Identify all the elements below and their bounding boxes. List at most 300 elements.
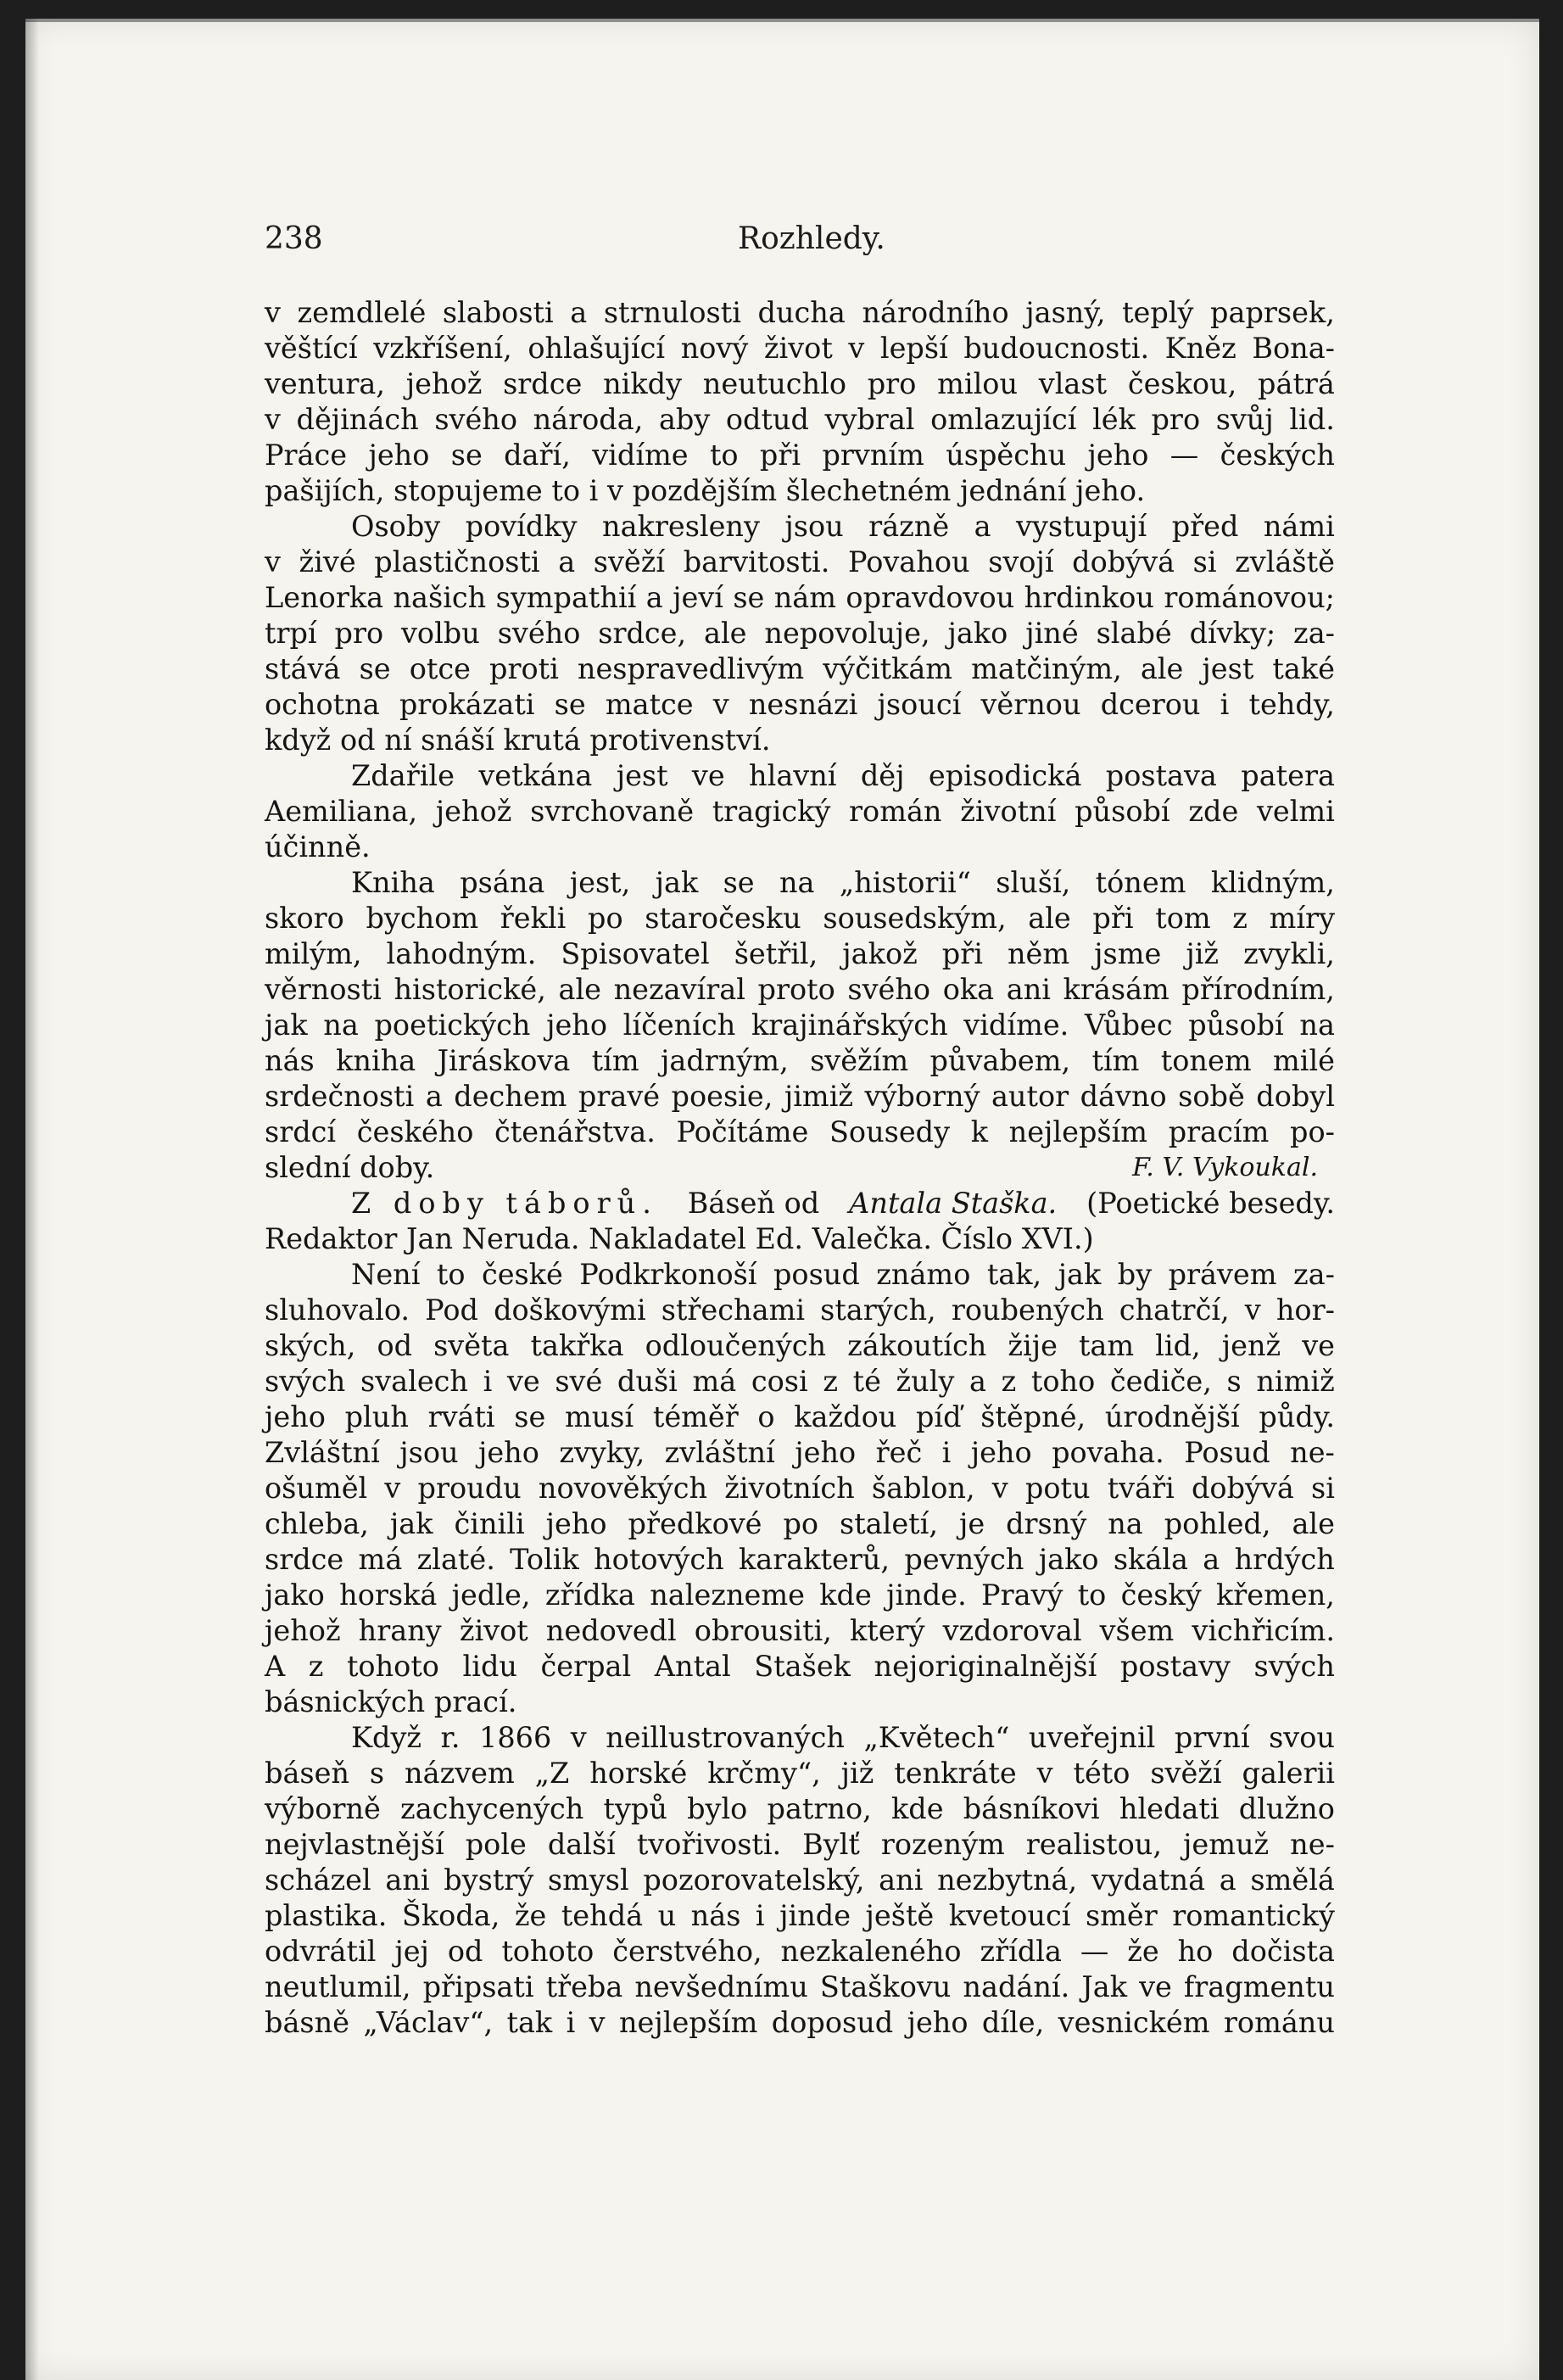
text-line xyxy=(265,580,1335,616)
word: „Václav“, xyxy=(363,2006,494,2039)
word: ale xyxy=(1028,902,1071,935)
word: neillustrovaných xyxy=(606,1721,845,1754)
word: věštící xyxy=(265,332,358,365)
word: Jak xyxy=(1081,1970,1128,2003)
word: staletí, xyxy=(840,1507,938,1540)
word: vidíme. xyxy=(963,1008,1069,1042)
text-line xyxy=(265,1293,1335,1328)
word: tohoto xyxy=(501,1935,594,1968)
text-line xyxy=(265,1328,1335,1364)
word: ve xyxy=(1139,1970,1172,2003)
word: hor- xyxy=(1276,1293,1335,1327)
running-head: Rozhledy. xyxy=(738,221,885,256)
text-line: básnických prací. xyxy=(265,1685,517,1718)
word: námi xyxy=(1263,510,1335,543)
word: šetřil, xyxy=(734,937,818,970)
word: Tolik xyxy=(510,1543,579,1576)
word: nás xyxy=(265,1044,315,1077)
word: 1866 xyxy=(479,1721,552,1754)
word: jak xyxy=(655,866,699,899)
word: jsou xyxy=(784,510,844,543)
word: dobyl xyxy=(1256,1080,1335,1113)
word: řekli xyxy=(500,902,567,935)
text-line xyxy=(265,1542,1335,1578)
word: trpí xyxy=(265,617,317,650)
word: výborný xyxy=(864,1080,980,1113)
word: postava xyxy=(1105,759,1217,792)
word: svojí xyxy=(988,545,1054,578)
word: Lenorka xyxy=(265,581,384,614)
word: zvyky, xyxy=(559,1436,645,1469)
word: i xyxy=(941,1436,952,1469)
word: to xyxy=(1077,1578,1107,1612)
word: Není xyxy=(351,1258,421,1291)
word: tohoto xyxy=(346,1650,439,1683)
page-top-edge xyxy=(25,19,1539,22)
word: zřídka xyxy=(544,1578,635,1612)
word: proudu xyxy=(417,1472,522,1505)
text-line xyxy=(265,509,1335,545)
word: zřídla xyxy=(980,1935,1062,1968)
word: výborně xyxy=(265,1792,381,1825)
word: dávno xyxy=(1080,1080,1167,1113)
text-line: Redaktor Jan Neruda. Nakladatel Ed. Valečka. Číslo XVI.) xyxy=(265,1222,1094,1255)
word: scházel xyxy=(265,1863,371,1897)
word: srdce xyxy=(503,367,583,400)
word: typů xyxy=(603,1792,667,1825)
word: životní xyxy=(960,795,1057,828)
word: matce xyxy=(605,688,694,721)
text-line xyxy=(265,1506,1335,1542)
word: ošuměl xyxy=(265,1472,368,1505)
word: štěpné, xyxy=(980,1400,1086,1433)
text-line xyxy=(265,687,1335,723)
word: i xyxy=(483,1365,493,1398)
word: v xyxy=(589,2006,606,2039)
word: lid. xyxy=(1289,403,1335,436)
word: román xyxy=(849,795,942,828)
word: odvrátil xyxy=(265,1935,377,1968)
word: jiné xyxy=(1025,617,1079,650)
word: otce xyxy=(409,652,471,685)
word: romantický xyxy=(1172,1899,1335,1932)
text-line xyxy=(265,1863,1335,1898)
word: srdečnosti xyxy=(265,1080,415,1113)
word: ale xyxy=(1292,1507,1335,1540)
word: život xyxy=(459,1614,528,1647)
word: „Z xyxy=(534,1757,570,1790)
word: neutuchlo xyxy=(702,367,846,400)
word: Osoby xyxy=(351,510,441,543)
word: svůj xyxy=(1215,403,1274,436)
word: „Květech“ xyxy=(863,1721,1010,1754)
word: patera xyxy=(1241,759,1335,792)
word: první xyxy=(1174,1721,1250,1754)
word: na xyxy=(1108,1507,1143,1540)
word: se xyxy=(733,581,765,614)
word: při xyxy=(941,937,983,970)
word: vybral xyxy=(824,403,915,436)
word: Sousedy xyxy=(829,1115,951,1148)
word: nám xyxy=(773,581,837,614)
word: zvláštní xyxy=(664,1436,775,1469)
word: klidným, xyxy=(1210,866,1335,899)
word: na xyxy=(323,1008,359,1042)
text-line: když od ní snáší krutá protivenství. xyxy=(265,723,771,757)
word: tonem xyxy=(1160,1044,1252,1077)
review-title: Z doby táborů. xyxy=(351,1187,658,1220)
word: tvořivosti. xyxy=(636,1828,782,1861)
word: Zvláštní xyxy=(265,1436,380,1469)
word: děj xyxy=(860,759,905,792)
page-number: 238 xyxy=(265,221,323,256)
word: za- xyxy=(1292,1258,1335,1291)
word: v xyxy=(265,403,281,436)
word: jehož xyxy=(435,795,512,828)
word: Jiráskova xyxy=(437,1044,571,1077)
word: české xyxy=(481,1258,563,1291)
word: působí xyxy=(1188,1008,1284,1042)
word: smysl xyxy=(547,1863,629,1897)
word: ještě xyxy=(865,1899,935,1932)
word: jest xyxy=(616,759,668,792)
text-line xyxy=(265,1756,1335,1791)
word: autor xyxy=(991,1080,1069,1113)
word: jemuž xyxy=(1183,1828,1270,1861)
word: pro xyxy=(867,367,917,400)
text-line xyxy=(265,1827,1335,1863)
word: opravdovou xyxy=(846,581,1015,614)
word: i xyxy=(1220,688,1230,721)
word: — xyxy=(1080,1935,1109,1968)
text-line xyxy=(265,1969,1335,2005)
word: věrnou xyxy=(980,688,1081,721)
word: zachycených xyxy=(400,1792,584,1825)
word: karakterů, xyxy=(738,1543,890,1576)
text-line: pašijích, stopujeme to i v pozdějším šlechetném jednání jeho. xyxy=(265,474,1146,507)
word: jeho xyxy=(545,1507,607,1540)
word: zemdlelé xyxy=(297,296,427,329)
word: bylo xyxy=(687,1792,748,1825)
word: vesnickém xyxy=(1058,2006,1210,2039)
word: krajinářských xyxy=(751,1008,948,1042)
word: světa xyxy=(433,1329,510,1362)
word: svých xyxy=(1253,1650,1335,1683)
word: úspěchu xyxy=(946,439,1067,472)
word: a xyxy=(969,1365,987,1398)
word: svěží xyxy=(593,545,666,578)
word: chleba, xyxy=(265,1507,369,1540)
word: jej xyxy=(394,1935,429,1968)
word: novověkých xyxy=(538,1472,708,1505)
word: jeho xyxy=(368,439,430,472)
word: báseň xyxy=(265,1757,350,1790)
word: nový xyxy=(680,332,749,365)
text-line xyxy=(265,1043,1335,1079)
text-line xyxy=(265,1079,1335,1115)
word: v xyxy=(712,688,729,721)
word: barvitosti. xyxy=(683,545,830,578)
word: doškovými xyxy=(494,1293,646,1327)
text-line xyxy=(265,794,1335,830)
word: řeč xyxy=(875,1436,923,1469)
text-line: slední doby. xyxy=(265,1151,435,1184)
word: Škoda, xyxy=(401,1899,500,1932)
word: vetkána xyxy=(478,759,593,792)
word: to xyxy=(436,1258,466,1291)
word: jinde. xyxy=(886,1578,967,1612)
word: matčiným, xyxy=(971,652,1122,685)
word: si xyxy=(1311,1472,1335,1505)
word: neutlumil, xyxy=(265,1970,411,2003)
word: strnulosti xyxy=(603,296,741,329)
word: jeho xyxy=(265,1400,326,1433)
word: této xyxy=(1073,1757,1130,1790)
word: nejlepším xyxy=(1008,1115,1148,1148)
word: jest xyxy=(1202,652,1254,685)
text-line xyxy=(265,1613,1335,1649)
word: Když xyxy=(351,1721,422,1754)
word: na xyxy=(1299,1008,1335,1042)
text-line xyxy=(265,2005,1335,2041)
word: nezkaleného xyxy=(780,1935,962,1968)
word: tehdy, xyxy=(1248,688,1335,721)
word: českých xyxy=(1220,439,1335,472)
word: cosi xyxy=(751,1365,808,1398)
word: tím xyxy=(1091,1044,1140,1077)
word: již xyxy=(840,1757,874,1790)
word: by xyxy=(1117,1258,1153,1291)
word: po- xyxy=(1290,1115,1335,1148)
word: v xyxy=(848,332,865,365)
text-line xyxy=(265,295,1335,331)
word: ochotna xyxy=(265,688,380,721)
word: krásám xyxy=(1063,973,1169,1006)
word: rázně xyxy=(868,510,950,543)
word: jehož xyxy=(265,1614,341,1647)
word: čediče, xyxy=(1109,1365,1212,1398)
word: slabé xyxy=(1096,617,1172,650)
word: postavy xyxy=(1119,1650,1231,1683)
word: jeho xyxy=(1087,439,1149,472)
word: před xyxy=(1171,510,1239,543)
word: s xyxy=(369,1757,385,1790)
word: z xyxy=(823,1365,838,1398)
word: od xyxy=(377,1329,413,1362)
word: oka xyxy=(942,973,995,1006)
word: jako xyxy=(265,1578,325,1612)
word: vidíme xyxy=(592,439,689,472)
text-line xyxy=(265,1720,1335,1756)
word: národa, xyxy=(533,403,644,436)
word: názvem xyxy=(405,1757,515,1790)
word: jeví xyxy=(673,581,723,614)
word: prvním xyxy=(822,439,924,472)
word: pluh xyxy=(344,1400,409,1433)
text-line xyxy=(265,1471,1335,1506)
word: šablon, xyxy=(871,1472,975,1505)
word: u xyxy=(657,1899,677,1932)
word: nesnázi xyxy=(748,688,858,721)
word: kde xyxy=(819,1578,872,1612)
word: známo xyxy=(876,1258,971,1291)
word: teplý xyxy=(1122,296,1194,329)
word: přírodním, xyxy=(1181,973,1335,1006)
word: pole xyxy=(465,1828,527,1861)
word: toho xyxy=(1030,1365,1096,1398)
word: „historii“ xyxy=(839,866,971,899)
word: ani xyxy=(1006,973,1051,1006)
word: poesie, xyxy=(671,1080,773,1113)
word: nalezneme xyxy=(650,1578,805,1612)
word: velmi xyxy=(1256,795,1335,828)
word: ani xyxy=(385,1863,430,1897)
word: kde xyxy=(890,1792,944,1825)
text-line xyxy=(265,402,1335,438)
word: hotových xyxy=(594,1543,724,1576)
word: hrany xyxy=(358,1614,442,1647)
word: nadání. xyxy=(963,1970,1070,2003)
word: a xyxy=(1219,1863,1236,1897)
word: a xyxy=(645,581,663,614)
word: vichřicím. xyxy=(1192,1614,1335,1647)
text-line xyxy=(265,901,1335,936)
word: všem xyxy=(1099,1614,1175,1647)
word: se xyxy=(723,866,755,899)
word: krčmy“, xyxy=(707,1757,821,1790)
word: dechem xyxy=(454,1080,567,1113)
word: jsme xyxy=(1094,937,1162,970)
word: jenž xyxy=(1221,1329,1281,1362)
word: vzkříšení, xyxy=(373,332,512,365)
word: roubených xyxy=(951,1293,1104,1327)
word: takřka xyxy=(530,1329,624,1362)
word: pohled, xyxy=(1164,1507,1271,1540)
word: jehož xyxy=(405,367,483,400)
word: Posud xyxy=(1184,1436,1270,1469)
word: je xyxy=(958,1507,985,1540)
word: nás xyxy=(690,1899,741,1932)
word: dějinách xyxy=(296,403,419,436)
word: úrodnější xyxy=(1104,1400,1240,1433)
word: nezbytná, xyxy=(937,1863,1078,1897)
word: připsati xyxy=(422,1970,534,2003)
word: zde xyxy=(1188,795,1239,828)
word: při xyxy=(1092,902,1134,935)
word: z xyxy=(1232,902,1248,935)
word: a xyxy=(425,1080,443,1113)
word: Pod xyxy=(425,1293,478,1327)
word: poetických xyxy=(374,1008,531,1042)
word: tak, xyxy=(986,1258,1042,1291)
word: žuly xyxy=(896,1365,955,1398)
word: Staškovu xyxy=(819,1970,952,2003)
word: bystrý xyxy=(444,1863,534,1897)
word: ohlašující xyxy=(528,332,666,365)
word: nezavíral xyxy=(613,973,745,1006)
word: jako xyxy=(1038,1543,1099,1576)
word: Bona- xyxy=(1252,332,1335,365)
word: kniha xyxy=(336,1044,416,1077)
word: se xyxy=(554,688,586,721)
text-line-with-signature xyxy=(265,1150,1335,1186)
text-line xyxy=(265,1791,1335,1827)
word: prokázati xyxy=(399,688,535,721)
word: svrchovaně xyxy=(530,795,695,828)
word: daří, xyxy=(504,439,571,472)
word: píď xyxy=(915,1400,962,1433)
word: ne- xyxy=(1290,1828,1335,1861)
word: tehdá xyxy=(561,1899,644,1932)
text-line xyxy=(265,545,1335,580)
word: nejlepším xyxy=(618,2006,758,2039)
word: nakresleny xyxy=(602,510,760,543)
word: Povahou xyxy=(848,545,970,578)
text-line xyxy=(265,651,1335,687)
word: stává xyxy=(265,652,341,685)
word: ských, xyxy=(265,1329,356,1362)
word: nevšednímu xyxy=(634,1970,808,2003)
text-line xyxy=(265,1008,1335,1043)
word: střechami xyxy=(661,1293,806,1327)
word: lidu xyxy=(462,1650,517,1683)
word: jedle, xyxy=(451,1578,531,1612)
text-line xyxy=(265,865,1335,901)
word: rozeným xyxy=(880,1828,1005,1861)
word: nimiž xyxy=(1256,1365,1335,1398)
word: svého xyxy=(497,617,581,650)
word: křemen, xyxy=(1215,1578,1335,1612)
word: jeho xyxy=(970,1436,1032,1469)
word: Vůbec xyxy=(1084,1008,1173,1042)
page-gutter-shadow xyxy=(25,19,39,2380)
word: třeba xyxy=(545,1970,623,2003)
word: Pravý xyxy=(981,1578,1063,1612)
text-line xyxy=(265,1364,1335,1400)
word: pracím xyxy=(1168,1115,1270,1148)
word: život xyxy=(763,332,833,365)
word: realistou, xyxy=(1025,1828,1163,1861)
word: něm xyxy=(1007,937,1070,970)
author-name: Antala Staška. xyxy=(849,1187,1058,1220)
word: že xyxy=(1127,1935,1159,1968)
word: půdy. xyxy=(1259,1400,1335,1433)
text-line xyxy=(265,758,1335,794)
word: v xyxy=(991,1472,1008,1505)
word: po xyxy=(588,902,623,935)
word: galerii xyxy=(1242,1757,1335,1790)
word: věrnosti xyxy=(265,973,382,1006)
word: nespravedlivým xyxy=(577,652,805,685)
word: omlazující xyxy=(930,403,1077,436)
text-line xyxy=(265,1257,1335,1293)
word: pátrá xyxy=(1258,367,1335,400)
word: má xyxy=(358,1543,403,1576)
word: jakož xyxy=(842,937,918,970)
word: českého xyxy=(356,1115,474,1148)
word: A xyxy=(265,1650,286,1683)
word: chatrčí, xyxy=(1119,1293,1230,1327)
word: Počítáme xyxy=(676,1115,809,1148)
word: ducha xyxy=(757,296,846,329)
word: doposud xyxy=(771,2006,894,2039)
word: starých, xyxy=(820,1293,936,1327)
word: zvláště xyxy=(1235,545,1335,578)
word: hledati xyxy=(1119,1792,1220,1825)
word: českou, xyxy=(1127,367,1237,400)
word: srdce xyxy=(265,1543,344,1576)
word: musí xyxy=(564,1400,634,1433)
